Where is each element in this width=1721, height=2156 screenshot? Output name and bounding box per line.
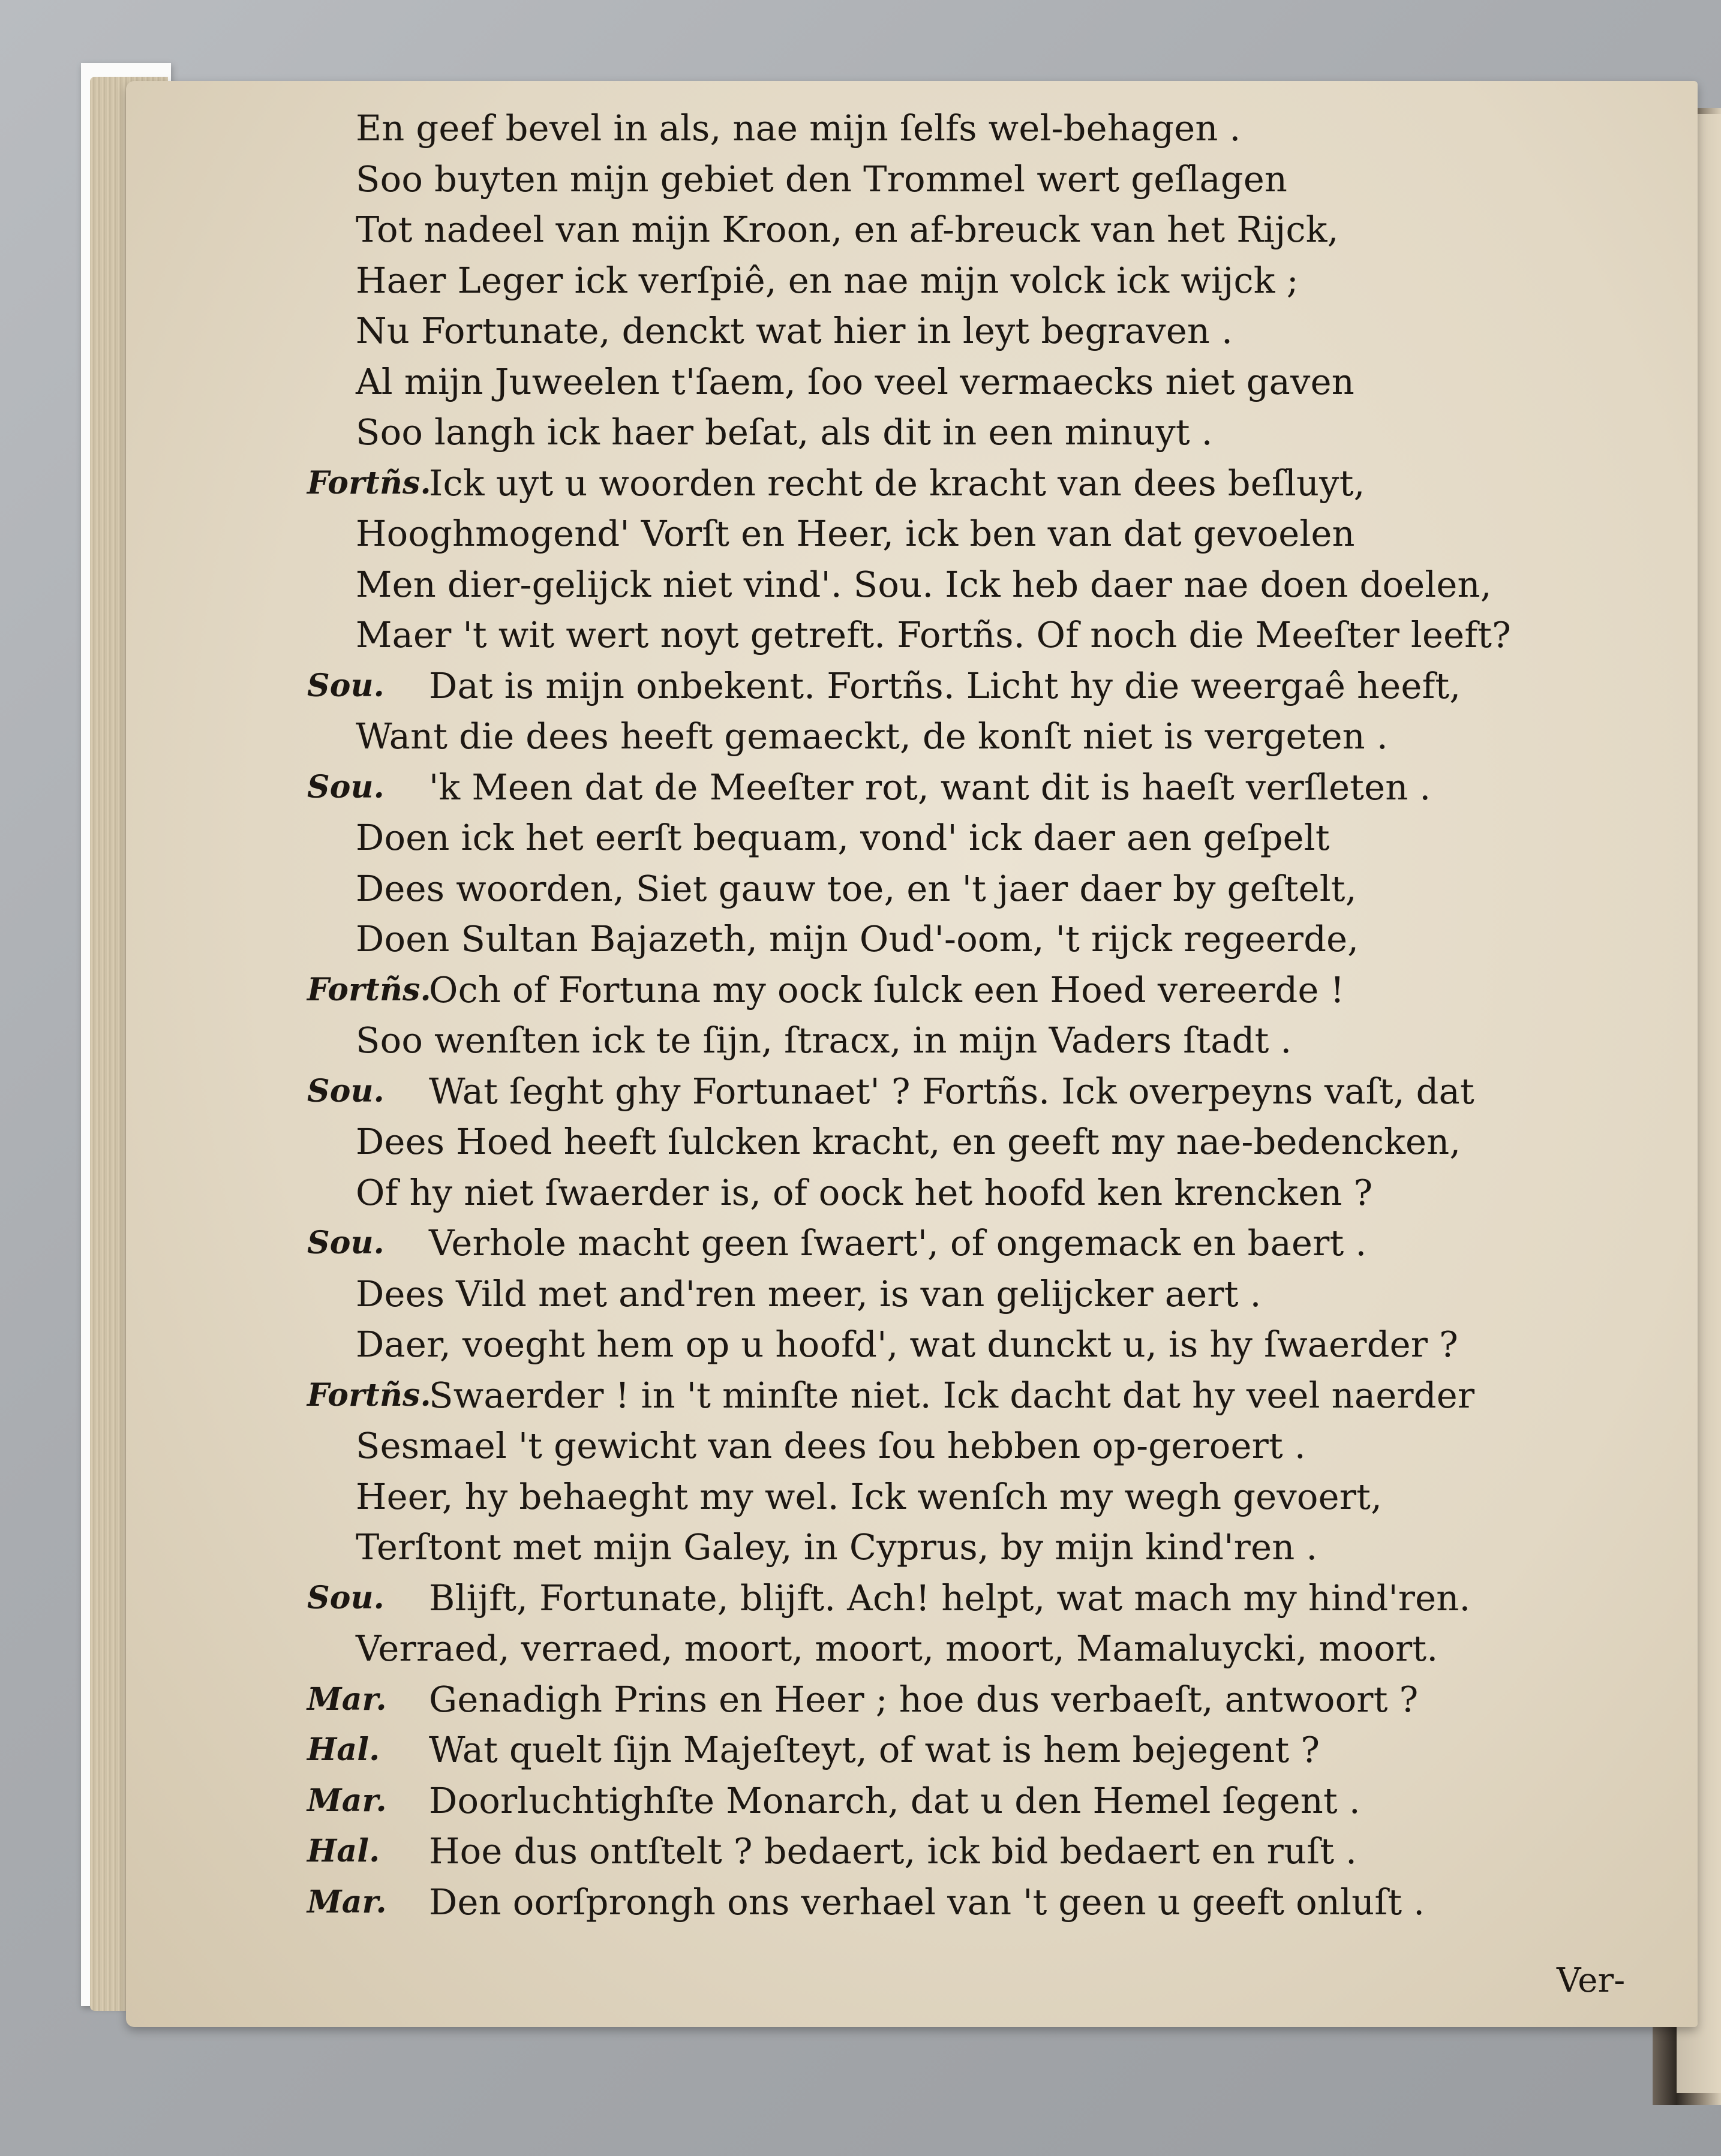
verse-line	[312, 205, 1650, 255]
verse-line	[307, 1776, 1650, 1827]
verse-line	[307, 1725, 1650, 1776]
speaker-label: Sou.	[307, 1225, 385, 1261]
verse-text: Sesmael 't gewicht van dees ſou hebben op-geroert .	[356, 1425, 1306, 1466]
verse-text: Soo wenſten ick te ſijn, ſtracx, in mijn Vaders ſtadt .	[356, 1020, 1292, 1061]
speaker-label: Fortñs.	[307, 1376, 431, 1414]
verse-text: Verhole macht geen ſwaert', of ongemack en baert .	[429, 1222, 1367, 1264]
verse-line	[312, 610, 1650, 661]
verse-text: Nu Fortunate, denckt wat hier in leyt begraven .	[356, 310, 1233, 351]
verse-line	[312, 306, 1650, 357]
verse-line	[312, 813, 1650, 864]
verse-text: Heer, hy behaeght my wel. Ick wenſch my wegh gevoert,	[356, 1475, 1383, 1517]
verse-line	[307, 1066, 1650, 1117]
verse-text: Dees woorden, Siet gauw toe, en 't jaer daer by geſtelt,	[356, 867, 1357, 909]
verse-line	[307, 1370, 1650, 1421]
verse-text: Doorluchtighſte Monarch, dat u den Hemel ſegent .	[429, 1779, 1360, 1821]
verse-line	[312, 1522, 1650, 1573]
verse-text: Den oorſprongh ons verhael van 't geen u geeft onluſt .	[429, 1881, 1425, 1923]
verse-line	[307, 661, 1650, 712]
speaker-label: Sou.	[307, 768, 385, 805]
speaker-label: Sou.	[307, 1072, 385, 1109]
verse-line	[312, 1117, 1650, 1168]
verse-text-block	[307, 103, 1650, 1928]
verse-text: Men dier-gelijck niet vind'. Sou. Ick heb daer nae doen doelen,	[356, 563, 1492, 605]
verse-text: Maer 't wit wert noyt getreft. Fortñs. Of noch die Meeſter leeft?	[356, 614, 1512, 655]
speaker-label: Sou.	[307, 667, 385, 704]
verse-text: Terſtont met mijn Galey, in Cyprus, by mijn kind'ren .	[356, 1526, 1318, 1568]
verse-line	[312, 864, 1650, 915]
verse-line	[307, 1674, 1650, 1725]
verse-text: Wat quelt ſijn Majeſteyt, of wat is hem bejegent ?	[429, 1729, 1320, 1770]
verse-text: Hoe dus ontſtelt ? bedaert, ick bid bedaert en ruſt .	[429, 1830, 1357, 1872]
verse-text: Dees Hoed heeft ſulcken kracht, en geeft my nae-bedencken,	[356, 1121, 1461, 1162]
verse-line	[312, 1168, 1650, 1219]
verse-line	[312, 1472, 1650, 1523]
verse-line	[307, 1573, 1650, 1624]
verse-line	[312, 711, 1650, 762]
verse-text: Blijft, Fortunate, blijft. Ach! helpt, wat mach my hind'ren.	[429, 1577, 1471, 1619]
verse-line	[312, 357, 1650, 408]
verse-text: Hooghmogend' Vorſt en Heer, ick ben van dat gevoelen	[356, 513, 1355, 554]
verse-line	[312, 103, 1650, 154]
verse-text: Al mijn Juweelen t'ſaem, ſoo veel vermaecks niet gaven	[356, 360, 1354, 402]
speaker-label: Mar.	[307, 1883, 387, 1920]
verse-text: Soo langh ick haer beſat, als dit in een minuyt .	[356, 411, 1213, 453]
verse-line	[307, 1877, 1650, 1928]
verse-text: Wat ſeght ghy Fortunaet' ? Fortñs. Ick overpeyns vaſt, dat	[429, 1070, 1474, 1112]
verse-text: Doen ick het eerſt bequam, vond' ick daer aen geſpelt	[356, 817, 1330, 858]
verse-line	[312, 1623, 1650, 1674]
verse-text: Want die dees heeft gemaeckt, de konſt niet is vergeten .	[356, 715, 1388, 757]
verse-text: Verraed, verraed, moort, moort, moort, Mamaluycki, moort.	[356, 1628, 1438, 1669]
verse-line	[307, 1218, 1650, 1269]
verse-text: Och of Fortuna my oock ſulck een Hoed vereerde !	[429, 969, 1345, 1011]
speaker-label: Fortñs.	[307, 464, 431, 501]
verse-text: Dat is mijn onbekent. Fortñs. Licht hy die weergaê heeft,	[429, 664, 1461, 706]
verse-text: Haer Leger ick verſpiê, en nae mijn volck ick wijck ;	[356, 259, 1299, 301]
verse-text: Tot nadeel van mijn Kroon, en af-breuck van het Rijck,	[356, 209, 1339, 250]
verse-line	[312, 154, 1650, 205]
verse-text: Dees Vild met and'ren meer, is van gelijcker aert .	[356, 1273, 1262, 1315]
speaker-label: Mar.	[307, 1782, 387, 1819]
speaker-label: Hal.	[307, 1731, 380, 1768]
speaker-label: Fortñs.	[307, 971, 431, 1008]
verse-line	[312, 407, 1650, 458]
verse-line	[312, 914, 1650, 965]
verse-text: Swaerder ! in 't minſte niet. Ick dacht dat hy veel naerder	[429, 1374, 1475, 1416]
verse-line	[312, 509, 1650, 560]
verse-line	[312, 560, 1650, 611]
speaker-label: Mar.	[307, 1680, 387, 1718]
verse-text: Daer, voeght hem op u hoofd', wat dunckt u, is hy ſwaerder ?	[356, 1324, 1458, 1365]
verse-text: Doen Sultan Bajazeth, mijn Oud'-oom, 't rijck regeerde,	[356, 918, 1359, 960]
speaker-label: Hal.	[307, 1833, 380, 1869]
verse-line	[307, 965, 1650, 1016]
verse-line	[307, 1826, 1650, 1877]
catchword: Ver-	[1557, 1961, 1626, 2000]
verse-line	[312, 1015, 1650, 1066]
verse-text: Soo buyten mijn gebiet den Trommel wert geſlagen	[356, 158, 1288, 200]
verse-line	[307, 762, 1650, 813]
verse-line	[312, 1421, 1650, 1472]
verse-text: Genadigh Prins en Heer ; hoe dus verbaeſt, antwoort ?	[429, 1678, 1419, 1720]
verse-text: En geef bevel in als, nae mijn ſelfs wel-behagen .	[356, 107, 1241, 149]
speaker-label: Sou.	[307, 1579, 385, 1616]
verse-line	[312, 1269, 1650, 1320]
verse-line	[312, 1319, 1650, 1370]
verse-text: Ick uyt u woorden recht de kracht van dees beſluyt,	[429, 462, 1365, 504]
verse-text: Of hy niet ſwaerder is, of oock het hoofd ken krencken ?	[356, 1171, 1373, 1213]
verse-line	[307, 458, 1650, 509]
verse-text: 'k Meen dat de Meeſter rot, want dit is haeſt verſleten .	[429, 766, 1431, 808]
verse-line	[312, 255, 1650, 306]
